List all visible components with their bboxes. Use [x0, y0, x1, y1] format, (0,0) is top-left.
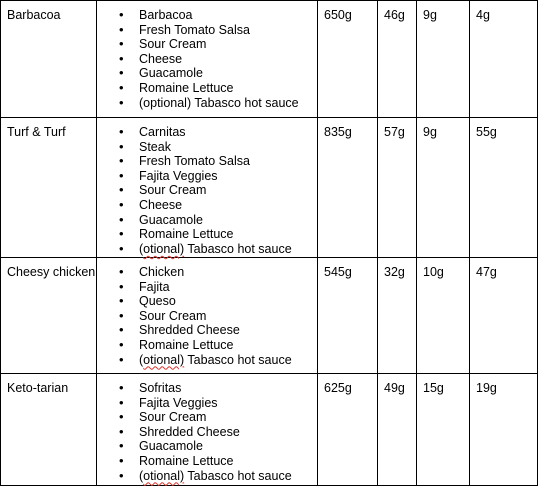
- optional-rest: Tabasco hot sauce: [184, 352, 292, 367]
- ingredients-cell[interactable]: [97, 1, 318, 118]
- ingredient-item: • Fajita: [97, 280, 317, 295]
- optional-ingredient-item: [97, 469, 317, 484]
- optional-prefix: (: [139, 468, 144, 483]
- ingredient-item: • Fresh Tomato Salsa: [97, 23, 317, 38]
- ingredients-cell[interactable]: [97, 258, 318, 374]
- ingredient-item: • Fresh Tomato Salsa: [97, 154, 317, 169]
- ingredient-item: • Sour Cream: [97, 37, 317, 52]
- ingredient-item: • Chicken: [97, 265, 317, 280]
- nutrient-value: 47g: [476, 265, 497, 279]
- nutrient-cell[interactable]: [378, 258, 417, 374]
- optional-ingredient-item: [97, 242, 317, 257]
- ingredient-item: • Fajita Veggies: [97, 396, 317, 411]
- weight-cell[interactable]: [318, 258, 378, 374]
- ingredients-cell[interactable]: [97, 118, 318, 258]
- nutrient-cell[interactable]: [378, 118, 417, 258]
- ingredient-item: • Romaine Lettuce: [97, 227, 317, 242]
- table-body: [1, 1, 538, 486]
- ingredient-list: [97, 374, 317, 483]
- weight-cell[interactable]: [318, 1, 378, 118]
- ingredient-item: • Sofritas: [97, 381, 317, 396]
- recipe-name: Barbacoa: [7, 8, 61, 22]
- recipe-name-cell[interactable]: [1, 258, 97, 374]
- ingredient-item: • Shredded Cheese: [97, 425, 317, 440]
- nutrient-value: 19g: [476, 381, 497, 395]
- ingredient-item: • Steak: [97, 140, 317, 155]
- optional-rest: Tabasco hot sauce: [184, 468, 292, 483]
- optional-word: otional): [143, 241, 185, 256]
- nutrient-cell[interactable]: [378, 374, 417, 486]
- nutrient-value: 4g: [476, 8, 490, 22]
- nutrient-value: 55g: [476, 125, 497, 139]
- nutrient-cell[interactable]: [470, 1, 538, 118]
- nutrient-value: 32g: [384, 265, 405, 279]
- ingredient-item: • Cheese: [97, 198, 317, 213]
- ingredient-item: • Carnitas: [97, 125, 317, 140]
- nutrient-cell[interactable]: [470, 258, 538, 374]
- weight-cell[interactable]: [318, 118, 378, 258]
- optional-word: otional): [143, 468, 185, 483]
- optional-word: (optional): [139, 95, 192, 110]
- ingredient-item: • Fajita Veggies: [97, 169, 317, 184]
- ingredient-item: • Romaine Lettuce: [97, 338, 317, 353]
- ingredient-item: • Guacamole: [97, 66, 317, 81]
- weight-cell[interactable]: [318, 374, 378, 486]
- optional-ingredient-item: [97, 96, 317, 111]
- ingredient-list: [97, 118, 317, 256]
- table-row: [1, 1, 538, 118]
- ingredient-item: • Queso: [97, 294, 317, 309]
- weight-value: 650g: [324, 8, 352, 22]
- weight-value: 545g: [324, 265, 352, 279]
- nutrient-value: 15g: [423, 381, 444, 395]
- optional-prefix: (: [139, 352, 144, 367]
- ingredient-item: • Cheese: [97, 52, 317, 67]
- optional-prefix: (: [139, 241, 144, 256]
- ingredient-list: [97, 258, 317, 367]
- optional-rest: Tabasco hot sauce: [191, 95, 299, 110]
- ingredient-item: • Sour Cream: [97, 309, 317, 324]
- ingredient-item: • Sour Cream: [97, 410, 317, 425]
- recipe-name: Cheesy chicken: [7, 265, 96, 279]
- recipe-name: Keto-tarian: [7, 381, 69, 395]
- recipe-name-cell[interactable]: [1, 374, 97, 486]
- ingredient-item: • Romaine Lettuce: [97, 454, 317, 469]
- table-row: [1, 374, 538, 486]
- nutrient-cell[interactable]: [417, 1, 470, 118]
- optional-word: otional): [143, 352, 185, 367]
- table-row: [1, 258, 538, 374]
- ingredient-list: [97, 1, 317, 110]
- optional-ingredient-item: [97, 353, 317, 368]
- ingredient-item: • Barbacoa: [97, 8, 317, 23]
- nutrient-cell[interactable]: [417, 118, 470, 258]
- weight-value: 625g: [324, 381, 352, 395]
- recipe-name: Turf & Turf: [7, 125, 66, 139]
- nutrient-cell[interactable]: [378, 1, 417, 118]
- nutrient-value: 57g: [384, 125, 405, 139]
- nutrient-cell[interactable]: [417, 258, 470, 374]
- table-row: [1, 118, 538, 258]
- optional-rest: Tabasco hot sauce: [184, 241, 292, 256]
- nutrient-cell[interactable]: [470, 374, 538, 486]
- nutrient-value: 46g: [384, 8, 405, 22]
- nutrient-value: 10g: [423, 265, 444, 279]
- recipe-name-cell[interactable]: [1, 118, 97, 258]
- ingredient-item: • Guacamole: [97, 439, 317, 454]
- nutrient-cell[interactable]: [470, 118, 538, 258]
- ingredient-item: • Guacamole: [97, 213, 317, 228]
- recipe-name-cell[interactable]: [1, 1, 97, 118]
- ingredient-item: • Romaine Lettuce: [97, 81, 317, 96]
- nutrient-cell[interactable]: [417, 374, 470, 486]
- ingredient-item: • Sour Cream: [97, 183, 317, 198]
- weight-value: 835g: [324, 125, 352, 139]
- nutrient-value: 9g: [423, 125, 437, 139]
- nutrient-value: 49g: [384, 381, 405, 395]
- ingredients-cell[interactable]: [97, 374, 318, 486]
- ingredient-item: • Shredded Cheese: [97, 323, 317, 338]
- nutrient-value: 9g: [423, 8, 437, 22]
